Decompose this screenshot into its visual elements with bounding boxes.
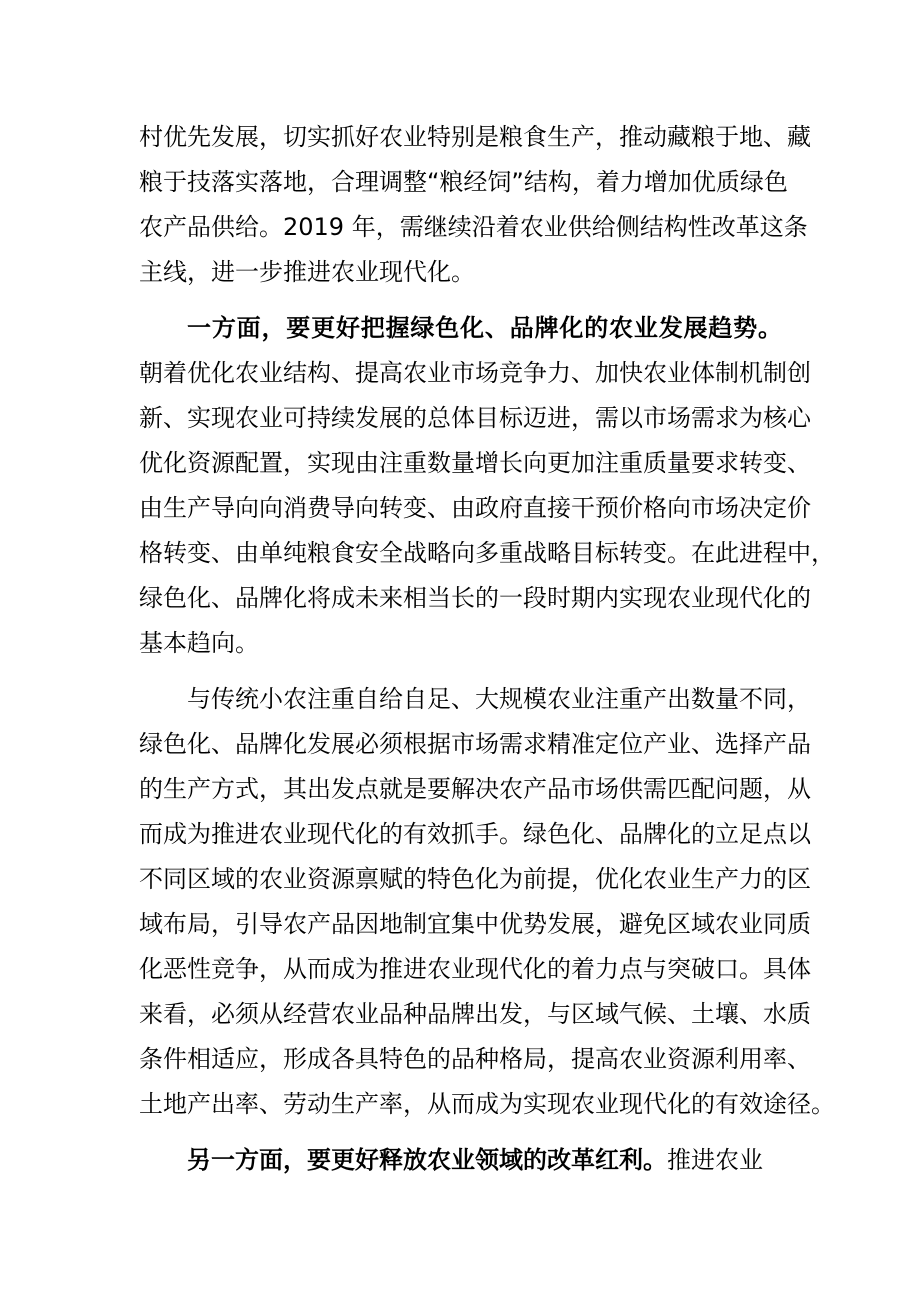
- paragraph-2-line-3: 优化资源配置，实现由注重数量增长向更加注重质量要求转变、: [139, 449, 811, 477]
- paragraph-3-line-3: 的生产方式，其出发点就是要解决农产品市场供需匹配问题，从: [139, 775, 811, 803]
- paragraph-3-line-1: 与传统小农注重自给自足、大规模农业注重产出数量不同，: [187, 685, 811, 713]
- paragraph-3-line-8: 来看，必须从经营农业品种品牌出发，与区域气候、土壤、水质: [139, 1000, 811, 1028]
- paragraph-3-line-7: 化恶性竞争，从而成为推进农业现代化的着力点与突破口。具体: [139, 955, 811, 983]
- paragraph-4-line-1: [187, 1144, 763, 1176]
- paragraph-3-line-9: 条件相适应，形成各具特色的品种格局，提高农业资源利用率、: [139, 1045, 811, 1073]
- paragraph-2-line-2: 新、实现农业可持续发展的总体目标迈进，需以市场需求为核心: [139, 404, 811, 432]
- paragraph-3-line-4: 而成为推进农业现代化的有效抓手。绿色化、品牌化的立足点以: [139, 820, 811, 848]
- paragraph-2-line-1: 朝着优化农业结构、提高农业市场竞争力、加快农业体制机制创: [139, 359, 811, 387]
- paragraph-1-line-2: 粮于技落实落地，合理调整“粮经饲”结构，着力增加优质绿色: [139, 168, 788, 196]
- paragraph-2-line-4: 由生产导向向消费导向转变、由政府直接干预价格向市场决定价: [139, 494, 811, 522]
- paragraph-3-line-5: 不同区域的农业资源禀赋的特色化为前提，优化农业生产力的区: [139, 865, 811, 893]
- paragraph-2-line-7: 基本趋向。: [139, 629, 259, 657]
- paragraph-3-line-6: 域布局，引导农产品因地制宜集中优势发展，避免区域农业同质: [139, 910, 811, 938]
- paragraph-4-tail: 推进农业: [667, 1146, 763, 1174]
- paragraph-2-line-5: 格转变、由单纯粮食安全战略向多重战略目标转变。在此进程中，: [139, 539, 835, 567]
- paragraph-1-line-3: 农产品供给。2019 年，需继续沿着农业供给侧结构性改革这条: [139, 213, 808, 241]
- paragraph-2-line-6: 绿色化、品牌化将成未来相当长的一段时期内实现农业现代化的: [139, 584, 811, 612]
- paragraph-4-heading: 另一方面，要更好释放农业领域的改革红利。: [187, 1146, 667, 1174]
- paragraph-1-line-4: 主线，进一步推进农业现代化。: [139, 258, 475, 286]
- paragraph-3-line-10: 土地产出率、劳动生产率，从而成为实现农业现代化的有效途径。: [139, 1090, 835, 1118]
- paragraph-1-line-1: 村优先发展，切实抓好农业特别是粮食生产，推动藏粮于地、藏: [139, 123, 811, 151]
- paragraph-2-heading: 一方面，要更好把握绿色化、品牌化的农业发展趋势。: [187, 314, 782, 342]
- paragraph-3-line-2: 绿色化、品牌化发展必须根据市场需求精准定位产业、选择产品: [139, 730, 811, 758]
